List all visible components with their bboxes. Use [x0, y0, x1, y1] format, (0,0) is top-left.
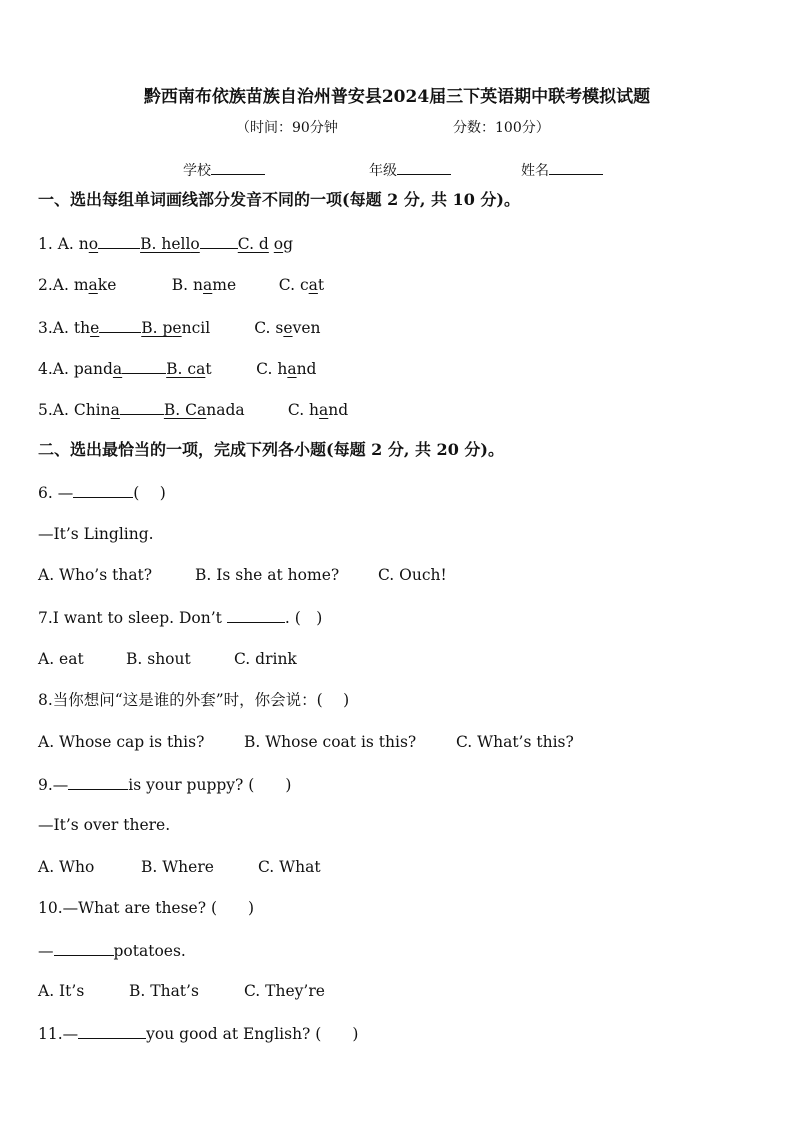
school-label: 学校: [183, 163, 211, 179]
question-5: 5.A. China B. Canada C. hand: [38, 398, 348, 421]
option-c[interactable]: C. What’s this?: [456, 733, 574, 751]
school-field[interactable]: [183, 158, 265, 182]
option-b[interactable]: B. shout: [126, 650, 191, 668]
question-1: 1. A. no B. hello C. d og: [38, 232, 293, 255]
name-blank[interactable]: [549, 158, 603, 175]
option-b[interactable]: B. Whose coat is this?: [244, 733, 417, 751]
option-b[interactable]: B. name: [171, 276, 237, 294]
question-9-options: [38, 856, 321, 878]
question-8: 8.当你想问“这是谁的外套”时，你会说：( ): [38, 691, 350, 709]
section-1-title: 一、选出每组单词画线部分发音不同的一项(每题 2 分, 共 10 分)。: [38, 190, 520, 209]
option-c[interactable]: C. hand: [287, 401, 349, 419]
question-10-options: [38, 980, 325, 1002]
option-b[interactable]: B. hello: [140, 235, 200, 253]
question-4: 4.A. panda B. cat C. hand: [38, 357, 316, 380]
answer-blank[interactable]: [54, 939, 114, 956]
option-c[interactable]: C. They’re: [244, 982, 325, 1000]
question-7: 7.I want to sleep. Don’t . ( ): [38, 606, 322, 629]
option-a[interactable]: A. make: [52, 276, 117, 294]
option-c[interactable]: C. What: [258, 858, 321, 876]
answer-blank[interactable]: [73, 481, 133, 498]
answer-blank[interactable]: [227, 606, 285, 623]
option-b[interactable]: B. Where: [141, 858, 214, 876]
name-field[interactable]: [521, 158, 603, 182]
grade-field[interactable]: [369, 158, 451, 182]
question-6-options: [38, 564, 447, 586]
school-blank[interactable]: [211, 158, 265, 175]
option-b[interactable]: B. That’s: [129, 982, 199, 1000]
question-3: 3.A. the B. pencil C. seven: [38, 316, 320, 339]
option-b[interactable]: B. pencil: [141, 319, 211, 337]
option-c[interactable]: C. d og: [237, 235, 294, 253]
answer-blank[interactable]: [68, 773, 128, 790]
question-10-reply: — potatoes.: [38, 939, 186, 962]
option-c[interactable]: C. hand: [256, 360, 317, 378]
question-7-options: [38, 648, 297, 670]
question-10: 10.—What are these? ( ): [38, 899, 255, 917]
option-a[interactable]: A. Whose cap is this?: [38, 733, 205, 751]
option-c[interactable]: C. Ouch!: [378, 566, 447, 584]
option-c[interactable]: C. drink: [234, 650, 297, 668]
option-b[interactable]: B. Canada: [163, 401, 245, 419]
question-6-reply: —It’s Lingling.: [38, 525, 154, 543]
option-b[interactable]: B. cat: [166, 360, 212, 378]
question-9: 9.— is your puppy? ( ): [38, 773, 291, 796]
option-a[interactable]: A. It’s: [38, 982, 85, 1000]
page-title: 黔西南布依族苗族自治州普安县2024届三下英语期中联考模拟试题: [143, 87, 651, 107]
option-a[interactable]: A. eat: [38, 650, 84, 668]
question-9-reply: —It’s over there.: [38, 816, 171, 834]
exam-score: 分数：100分）: [453, 120, 550, 136]
option-a[interactable]: A. Who’s that?: [38, 566, 153, 584]
option-c[interactable]: C. cat: [278, 276, 325, 294]
name-label: 姓名: [521, 163, 549, 179]
question-2: 2.A. make B. name C. cat: [38, 276, 325, 294]
option-c[interactable]: C. seven: [254, 319, 321, 337]
question-11: 11.— you good at English? ( ): [38, 1022, 358, 1045]
question-8-options: [38, 731, 574, 753]
section-2-title: 二、选出最恰当的一项，完成下列各小题(每题 2 分, 共 20 分)。: [38, 440, 504, 459]
option-a[interactable]: A. Who: [38, 858, 95, 876]
exam-time: （时间：90分钟: [236, 120, 338, 136]
option-b[interactable]: B. Is she at home?: [195, 566, 340, 584]
grade-label: 年级: [369, 163, 397, 179]
grade-blank[interactable]: [397, 158, 451, 175]
answer-blank[interactable]: [78, 1022, 146, 1039]
question-6: 6. — ( ): [38, 481, 166, 504]
